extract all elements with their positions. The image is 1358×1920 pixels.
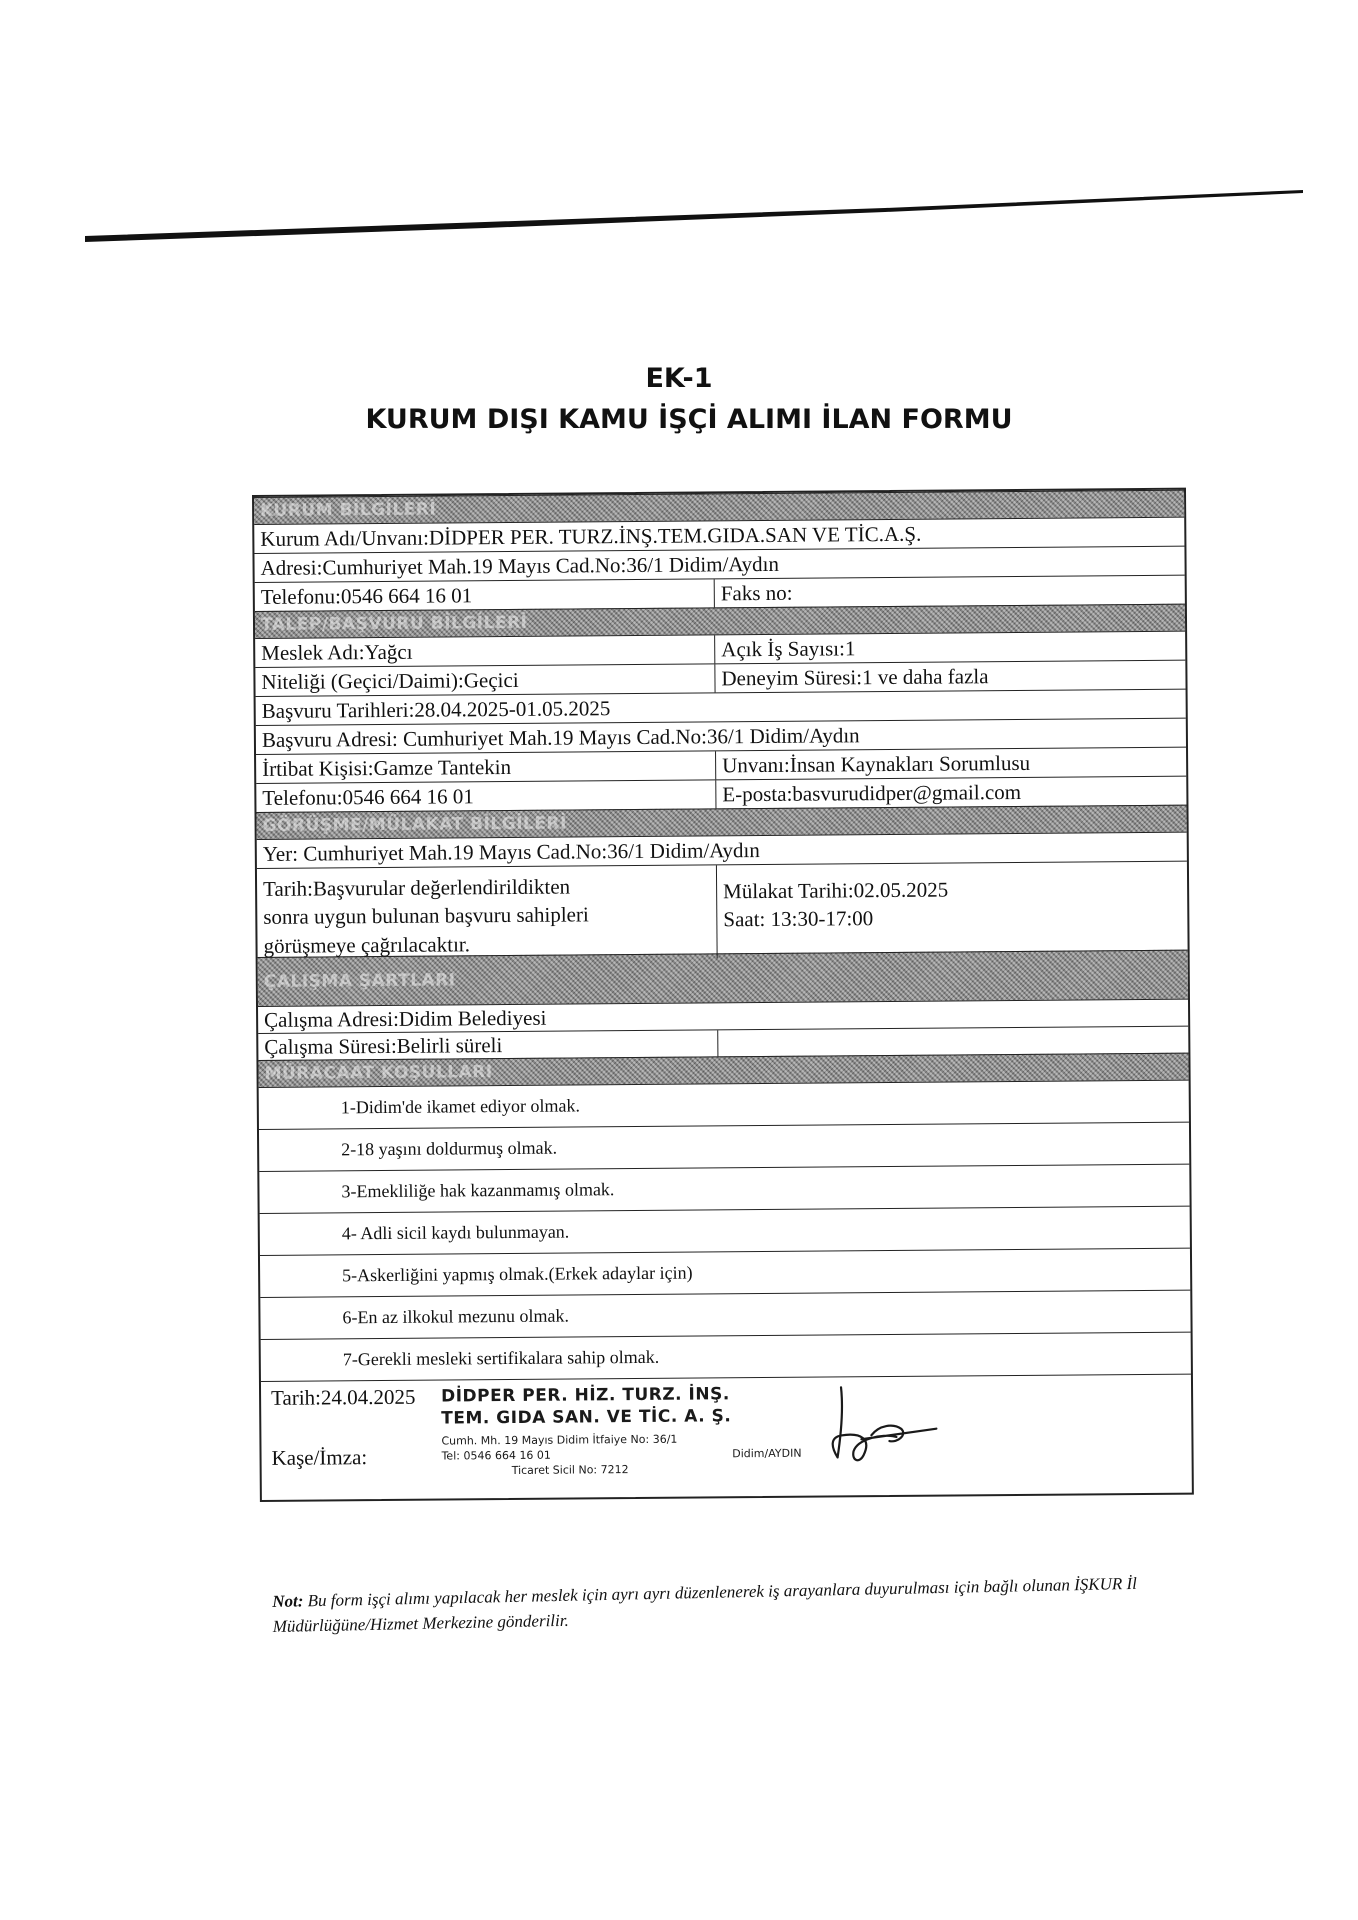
irtibat-kisisi: İrtibat Kişisi:Gamze Tantekin <box>256 751 716 783</box>
kosul-item: 6-En az ilkokul mezunu olmak. <box>342 1305 569 1328</box>
kosul-row <box>259 1080 1189 1129</box>
section-header-talep: TALEP/BAŞVURU BİLGİLERİ <box>255 604 1185 638</box>
stamp-line-1: DİDPER PER. HİZ. TURZ. İNŞ. <box>441 1384 730 1407</box>
stamp-line-5: Ticaret Sicil No: 7212 <box>511 1463 629 1477</box>
stamp-line-3: Cumh. Mh. 19 Mayıs Didim İtfaiye No: 36/1 <box>441 1432 678 1448</box>
kosul-item: 3-Emekliliğe hak kazanmamış olmak. <box>341 1179 615 1202</box>
calisma-adresi: Çalışma Adresi:Didim Belediyesi <box>264 1005 547 1032</box>
gorusme-tarih-line-3: görüşmeye çağrılacaktır. <box>263 931 471 958</box>
acik-is-sayisi: Açık İş Sayısı:1 <box>721 635 856 661</box>
kosul-item: 1-Didim'de ikamet ediyor olmak. <box>340 1095 581 1118</box>
note-text: Bu form işçi alımı yapılacak her meslek için ayrı ayrı düzenlenerek iş arayanlara duyurulması için bağlı olunan İŞKUR İl Müdürlüğüne/Hizmet Merkezine gönderilir. <box>272 1573 1138 1636</box>
form-title: KURUM DIŞI KAMU İŞÇİ ALIMI İLAN FORMU <box>365 404 1013 435</box>
kurum-telefon: Telefonu:0546 664 16 01 <box>255 579 715 611</box>
note-label: Not: <box>272 1591 304 1611</box>
stamp-line-2: TEM. GIDA SAN. VE TİC. A. Ş. <box>441 1406 732 1429</box>
stamp-line-4 <box>442 1447 802 1463</box>
section-header-calisma: ÇALIŞMA ŞARTLARI <box>258 950 1188 1006</box>
kosul-row <box>259 1122 1189 1171</box>
kosul-row <box>260 1248 1190 1297</box>
talep-eposta: E-posta:basvurudidper@gmail.com <box>722 779 1022 806</box>
form-table <box>252 488 1194 1502</box>
section-header-kurum: KURUM BİLGİLERİ <box>254 490 1184 524</box>
irtibat-unvani: Unvanı:İnsan Kaynakları Sorumlusu <box>722 750 1031 777</box>
section-header-gorusme: GÖRÜŞME/MÜLAKAT BİLGİLERİ <box>256 805 1186 839</box>
kurum-adres: Adresi:Cumhuriyet Mah.19 Mayıs Cad.No:36/1 Didim/Aydın <box>260 551 780 580</box>
kosul-row <box>259 1164 1189 1213</box>
stamp-sehir: Didim/AYDIN <box>732 1446 802 1461</box>
basvuru-tarihleri: Başvuru Tarihleri:28.04.2025-01.05.2025 <box>261 695 611 723</box>
stamp-telefon: Tel: 0546 664 16 01 <box>441 1448 551 1463</box>
company-stamp <box>441 1384 802 1478</box>
kosul-item: 4- Adli sicil kaydı bulunmayan. <box>341 1221 570 1244</box>
gorusme-tarih-line-1: Tarih:Başvurular değerlendirildikten <box>262 874 571 901</box>
kase-imza-label: Kaşe/İmza: <box>271 1445 368 1470</box>
basvuru-adresi: Başvuru Adresi: Cumhuriyet Mah.19 Mayıs Cad.No:36/1 Didim/Aydın <box>261 722 860 752</box>
section-header-muracaat: MÜRACAAT KOŞULLARI <box>258 1053 1188 1087</box>
imza-tarihi: Tarih:24.04.2025 <box>270 1384 416 1410</box>
gorusme-yeri: Yer: Cumhuriyet Mah.19 Mayıs Cad.No:36/1 Didim/Aydın <box>262 837 760 866</box>
deneyim-suresi: Deneyim Süresi:1 ve daha fazla <box>721 663 989 690</box>
kurum-adi: Kurum Adı/Unvanı:DİDPER PER. TURZ.İNŞ.TEM.GIDA.SAN VE TİC.A.Ş. <box>260 521 922 551</box>
handwritten-signature <box>801 1377 942 1478</box>
mulakat-saati: Saat: 13:30-17:00 <box>723 906 874 932</box>
signature-row <box>261 1374 1192 1500</box>
gorusme-tarih <box>257 865 718 962</box>
mulakat-bilgi <box>717 862 1188 936</box>
scan-edge-line <box>85 182 1303 242</box>
calisma-suresi: Çalışma Süresi:Belirli süreli <box>258 1030 718 1060</box>
kosul-item: 7-Gerekli mesleki sertifikalara sahip olmak. <box>342 1346 660 1370</box>
kosul-row <box>261 1332 1191 1381</box>
form-row <box>257 861 1188 957</box>
kosul-row <box>260 1206 1190 1255</box>
footnote <box>272 1571 1203 1640</box>
niteligi: Niteliği (Geçici/Daimi):Geçici <box>255 664 715 696</box>
kosul-row <box>260 1290 1190 1339</box>
talep-telefon: Telefonu:0546 664 16 01 <box>256 780 716 812</box>
mulakat-tarihi: Mülakat Tarihi:02.05.2025 <box>723 877 949 904</box>
kosul-item: 2-18 yaşını doldurmuş olmak. <box>341 1137 558 1160</box>
kurum-faks: Faks no: <box>720 580 793 605</box>
calisma-empty-cell <box>718 1027 1188 1057</box>
gorusme-tarih-line-2: sonra uygun bulunan başvuru sahipleri <box>263 902 589 930</box>
meslek-adi: Meslek Adı:Yağcı <box>255 635 715 667</box>
kosul-item: 5-Askerliğini yapmış olmak.(Erkek adaylar için) <box>342 1262 693 1286</box>
form-code: EK-1 <box>645 363 713 394</box>
